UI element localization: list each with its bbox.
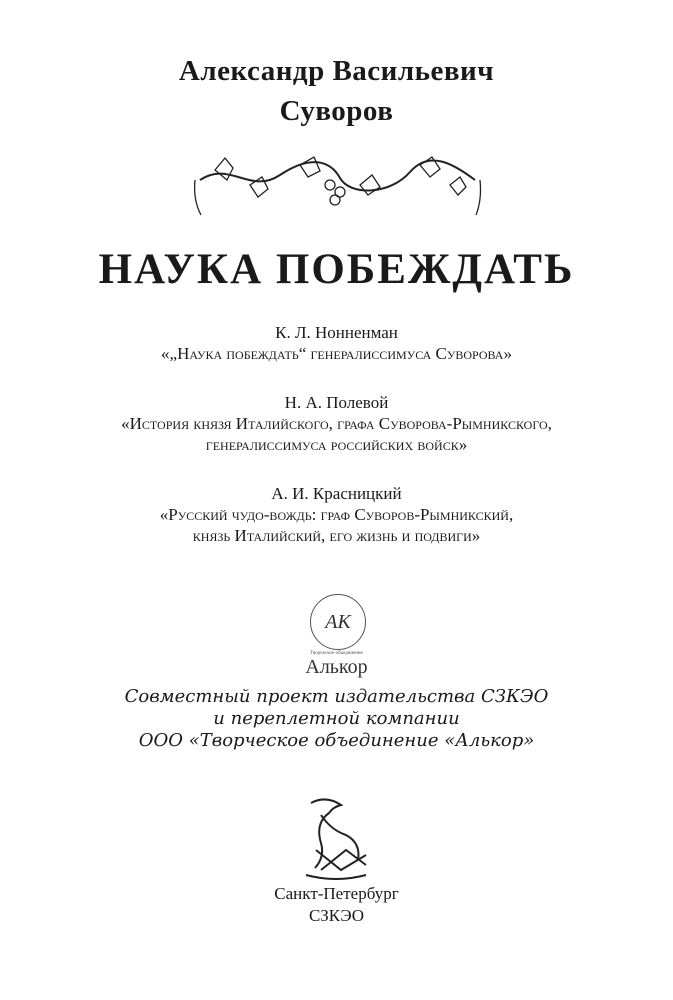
- project-line: и переплетной компании: [213, 708, 460, 729]
- logo-monogram: АК: [325, 611, 351, 633]
- project-line: Совместный проект издательства СЗКЭО: [124, 686, 549, 707]
- work-author: А. И. Красницкий: [271, 484, 402, 503]
- imprint-city: Санкт-Петербург: [274, 884, 399, 903]
- publisher-logo: [310, 594, 366, 650]
- imprint-publisher: СЗКЭО: [308, 906, 365, 925]
- logo-name: Алькор: [305, 656, 368, 678]
- floral-ornament: [190, 150, 485, 220]
- author-name: Александр Васильевич: [178, 55, 495, 87]
- work-title: генералиссимуса российских войск»: [205, 435, 468, 454]
- work-title: «Русский чудо-вождь: граф Суворов-Рымникский,: [159, 505, 514, 524]
- work-title: «История князя Италийского, графа Суворова-Рымникского,: [121, 414, 552, 433]
- work-author: Н. А. Полевой: [284, 393, 389, 412]
- dragon-emblem: [296, 795, 376, 880]
- work-author: К. Л. Нонненман: [275, 323, 398, 342]
- author-surname: Суворов: [279, 95, 394, 127]
- project-line: ООО «Творческое объединение «Алькор»: [138, 730, 535, 751]
- work-title: «„Наука побеждать“ генералиссимуса Суворова»: [161, 344, 512, 363]
- logo-small-text: Творческое объединение: [310, 651, 363, 656]
- book-title: НАУКА ПОБЕЖДАТЬ: [98, 246, 575, 293]
- work-title: князь Италийский, его жизнь и подвиги»: [192, 526, 481, 545]
